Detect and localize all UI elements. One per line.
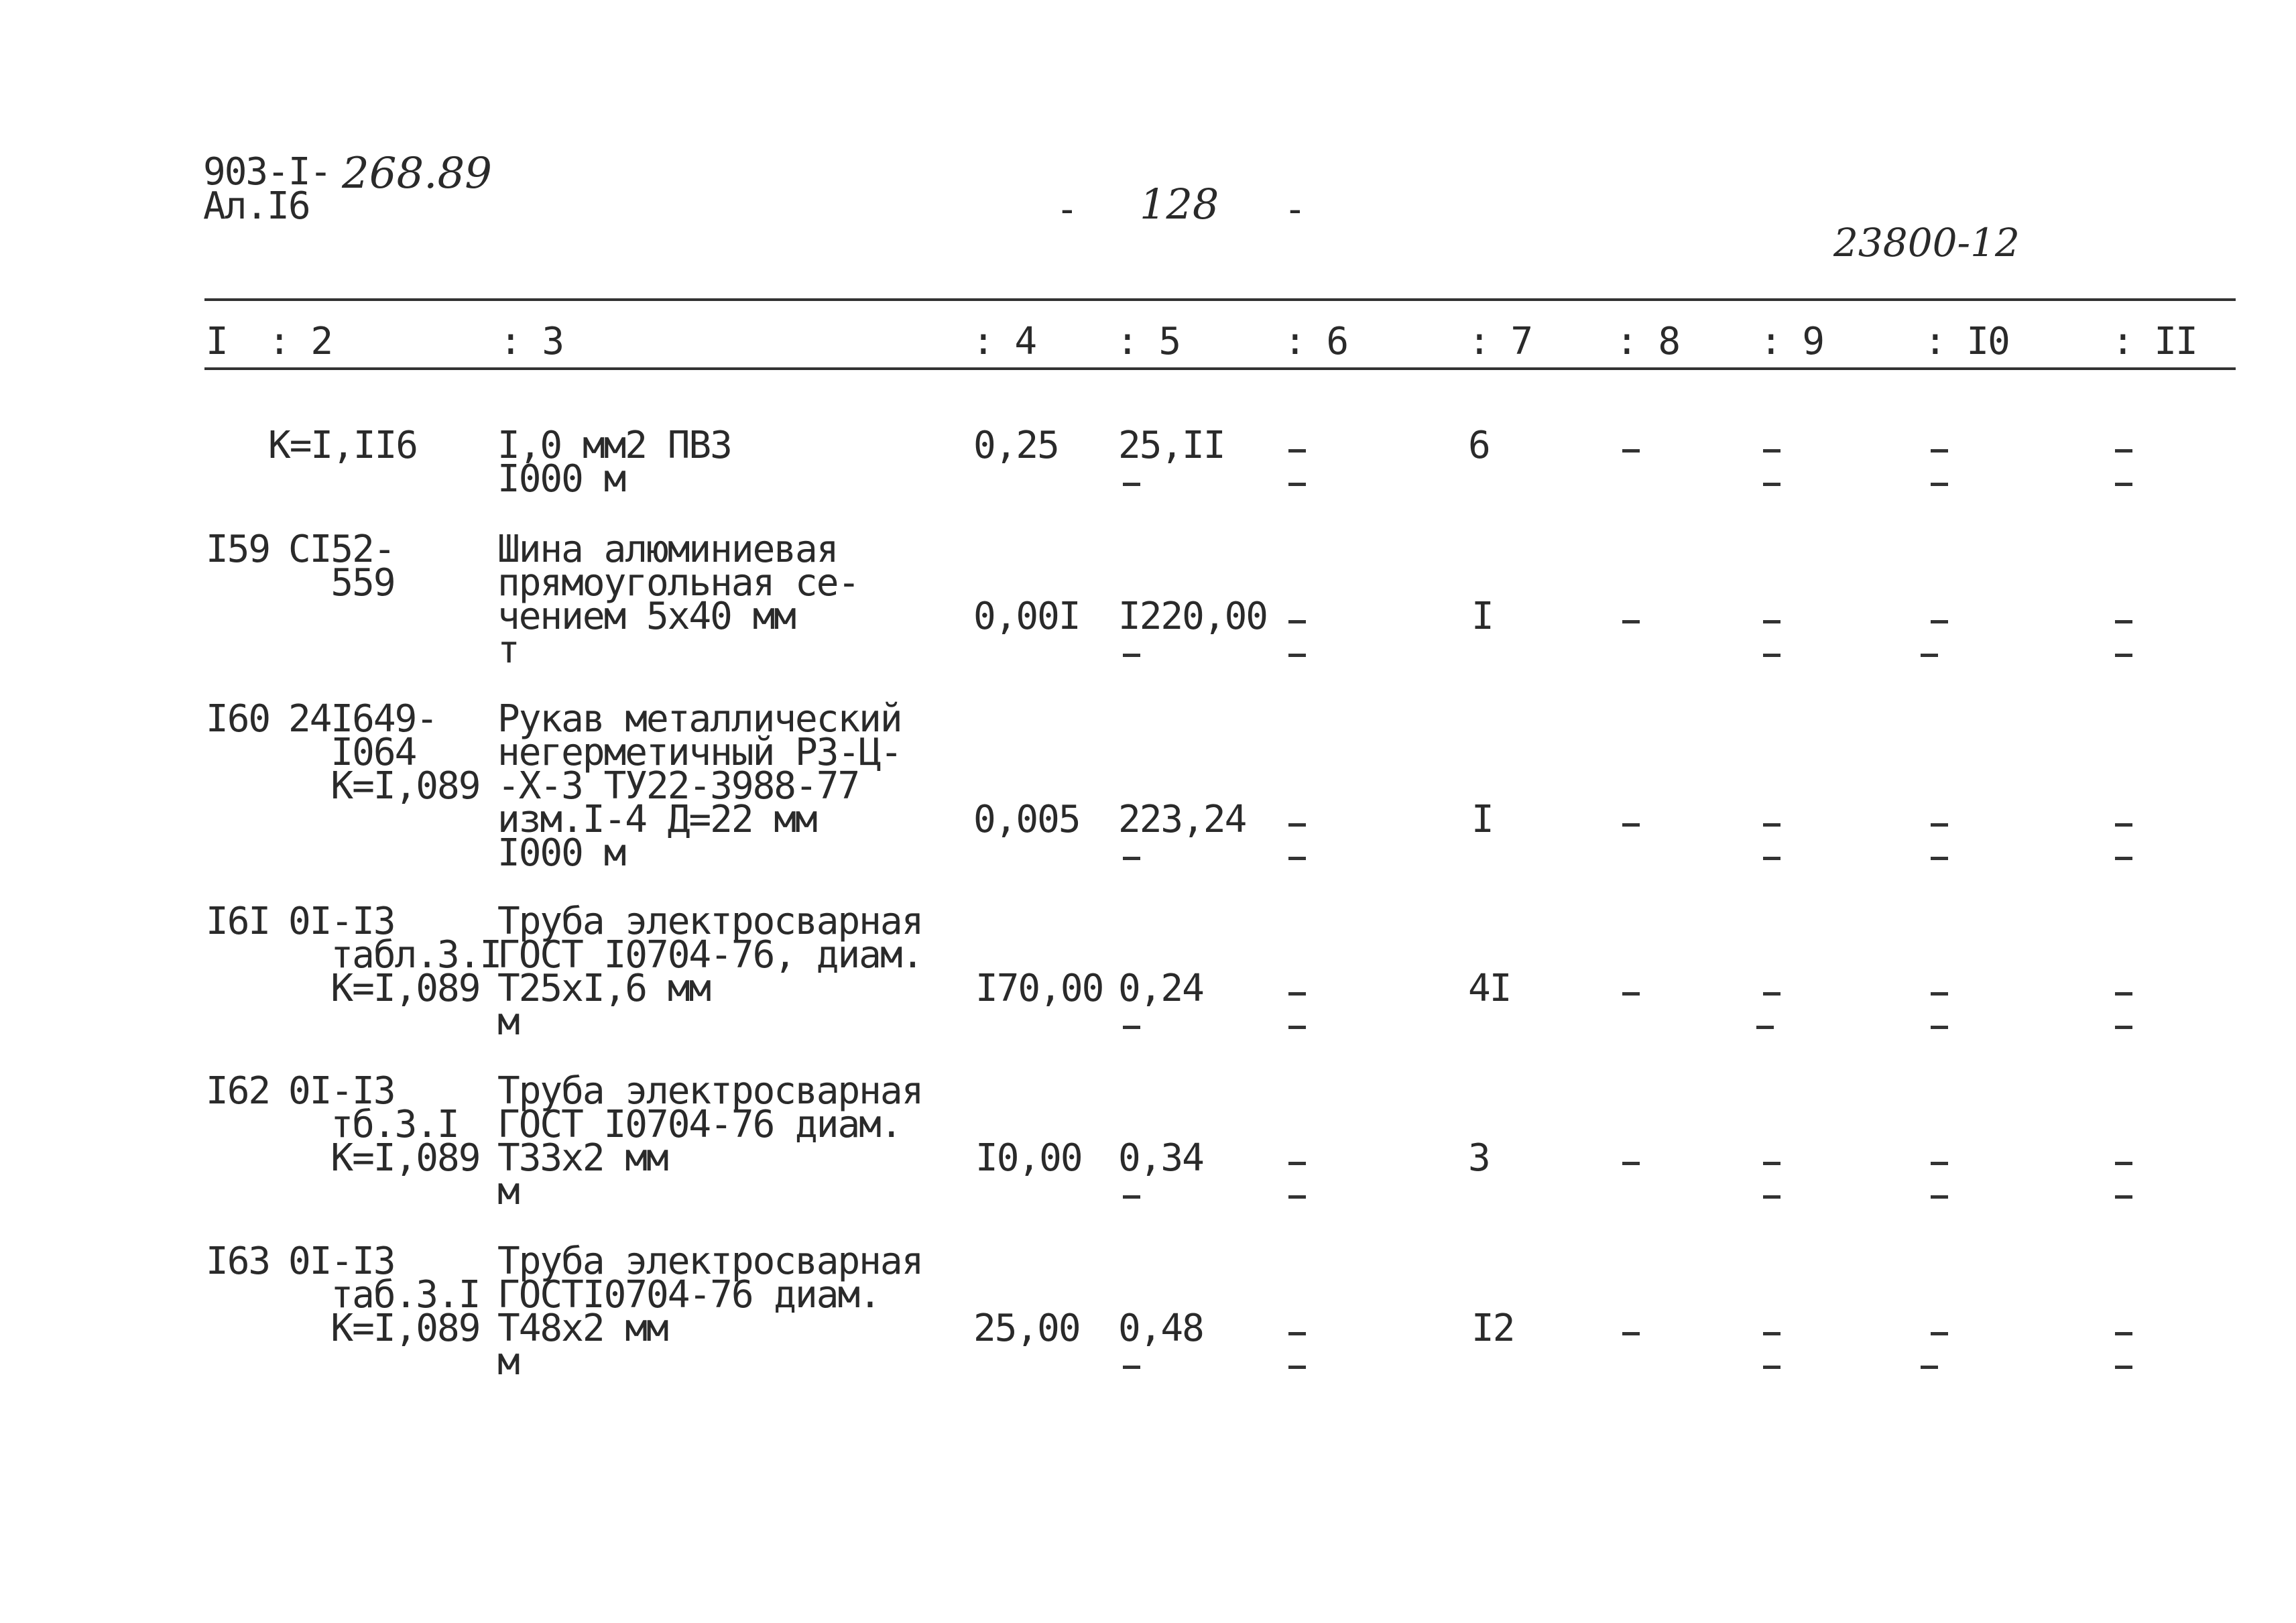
empty-dash (1763, 449, 1780, 453)
empty-dash (2115, 992, 2132, 996)
empty-dash (1288, 823, 1306, 827)
empty-dash (1931, 1162, 1948, 1165)
empty-dash (1288, 857, 1306, 860)
col-header-11: : II (2112, 320, 2197, 363)
row-number: I60 (206, 697, 270, 741)
row-code: 24I649- I064 К=I,089 (288, 697, 480, 808)
row-col7: 6 (1468, 424, 1490, 467)
empty-dash (1123, 857, 1140, 860)
row-col5: 25,II (1118, 424, 1225, 467)
header-bottom-rule (204, 367, 2236, 370)
col-header-5: : 5 (1116, 320, 1181, 363)
empty-dash (1288, 1332, 1306, 1335)
empty-dash (1931, 1195, 1948, 1199)
row-col5: 223,24 (1118, 798, 1246, 841)
empty-dash (2115, 823, 2132, 827)
row-code: 0I-I3 таб.3.I К=I,089 (288, 1240, 480, 1350)
empty-dash (1921, 654, 1938, 657)
row-col7: 3 (1468, 1136, 1490, 1180)
empty-dash (1288, 654, 1306, 657)
row-description: Труба электросварная ГОСТ I0704-76, диам. Т25хI,6 мм м (497, 900, 923, 1044)
empty-dash (1931, 620, 1948, 623)
empty-dash (1288, 449, 1306, 453)
row-col4: 0,25 (973, 424, 1059, 467)
empty-dash (1123, 654, 1140, 657)
row-number: I63 (206, 1240, 270, 1283)
col-header-4: : 4 (972, 320, 1036, 363)
col-header-8: : 8 (1616, 320, 1680, 363)
empty-dash (1288, 620, 1306, 623)
empty-dash (1763, 620, 1780, 623)
row-code: 0I-I3 табл.3.I К=I,089 (288, 900, 501, 1010)
col-header-2: : 2 (268, 320, 333, 363)
row-col4: I0,00 (975, 1136, 1082, 1180)
empty-dash (1931, 1332, 1948, 1335)
empty-dash (1921, 1366, 1938, 1369)
row-col4: I70,00 (975, 967, 1103, 1010)
empty-dash (1288, 1026, 1306, 1029)
empty-dash (2115, 620, 2132, 623)
empty-dash (2115, 654, 2132, 657)
empty-dash (1622, 620, 1640, 623)
col-header-3: : 3 (499, 320, 564, 363)
row-col5: 0,24 (1118, 967, 1203, 1010)
empty-dash (1763, 483, 1780, 486)
empty-dash (1763, 823, 1780, 827)
empty-dash (2115, 483, 2132, 486)
empty-dash (2115, 1026, 2132, 1029)
empty-dash (1288, 483, 1306, 486)
empty-dash (1763, 857, 1780, 860)
empty-dash (2115, 1366, 2132, 1369)
row-number: I6I (206, 900, 270, 943)
row-description: Рукав металлический негерметичный РЗ-Ц- -Х-3 ТУ22-3988-77 изм.I-4 Д=22 мм I000 м (497, 697, 902, 875)
row-col5: 0,48 (1118, 1307, 1203, 1350)
doc-code-handwritten: 268.89 (342, 149, 492, 198)
empty-dash (1763, 1162, 1780, 1165)
empty-dash (2115, 1162, 2132, 1165)
page-dash-right: - (1284, 188, 1305, 231)
empty-dash (1123, 483, 1140, 486)
empty-dash (1622, 1162, 1640, 1165)
empty-dash (1123, 1026, 1140, 1029)
empty-dash (1931, 1026, 1948, 1029)
empty-dash (1931, 992, 1948, 996)
row-description: Труба электросварная ГОСТI0704-76 диам. Т48х2 мм м (497, 1240, 923, 1384)
row-col4: 0,005 (973, 798, 1080, 841)
row-col5: I220,00 (1118, 595, 1268, 638)
row-col4: 25,00 (973, 1307, 1080, 1350)
empty-dash (1931, 823, 1948, 827)
row-col7: I (1471, 595, 1493, 638)
empty-dash (1288, 1195, 1306, 1199)
empty-dash (1288, 1162, 1306, 1165)
row-code: 0I-I3 тб.3.I К=I,089 (288, 1069, 480, 1180)
row-col5: 0,34 (1118, 1136, 1203, 1180)
col-header-9: : 9 (1760, 320, 1824, 363)
empty-dash (1123, 1195, 1140, 1199)
album-number: Ал.I6 (203, 184, 310, 228)
empty-dash (1763, 1195, 1780, 1199)
empty-dash (2115, 449, 2132, 453)
col-header-10: : I0 (1924, 320, 2009, 363)
empty-dash (1123, 1366, 1140, 1369)
empty-dash (1622, 1332, 1640, 1335)
empty-dash (1288, 992, 1306, 996)
header-top-rule (204, 298, 2236, 301)
empty-dash (1756, 1026, 1774, 1029)
empty-dash (1763, 654, 1780, 657)
row-col4: 0,00I (973, 595, 1080, 638)
row-col7: 4I (1468, 967, 1511, 1010)
row-col7: I (1471, 798, 1493, 841)
page-number: 128 (1140, 180, 1219, 229)
doc-code-printed: 903-I- (203, 150, 331, 194)
empty-dash (1622, 823, 1640, 827)
empty-dash (1931, 449, 1948, 453)
empty-dash (1763, 992, 1780, 996)
empty-dash (1931, 483, 1948, 486)
empty-dash (2115, 1332, 2132, 1335)
row-number: I59 (206, 528, 270, 571)
empty-dash (1763, 1366, 1780, 1369)
empty-dash (2115, 1195, 2132, 1199)
row-code: К=I,II6 (268, 424, 418, 467)
page-dash-left: - (1056, 188, 1077, 231)
empty-dash (1622, 992, 1640, 996)
empty-dash (1622, 449, 1640, 453)
empty-dash (1763, 1332, 1780, 1335)
row-number: I62 (206, 1069, 270, 1113)
row-col7: I2 (1471, 1307, 1514, 1350)
col-header-1: I (206, 320, 227, 363)
empty-dash (1931, 857, 1948, 860)
row-description: Труба электросварная ГОСТ I0704-76 диам. Т33х2 мм м (497, 1069, 923, 1213)
empty-dash (1288, 1366, 1306, 1369)
empty-dash (2115, 857, 2132, 860)
row-code: СI52- 559 (288, 528, 395, 605)
col-header-7: : 7 (1468, 320, 1532, 363)
col-header-6: : 6 (1284, 320, 1348, 363)
archive-stamp: 23800-12 (1833, 220, 2020, 265)
row-description: Шина алюминиевая прямоугольная се- чением 5х40 мм т (497, 528, 859, 672)
row-description: I,0 мм2 ПВЗ I000 м (497, 424, 731, 501)
